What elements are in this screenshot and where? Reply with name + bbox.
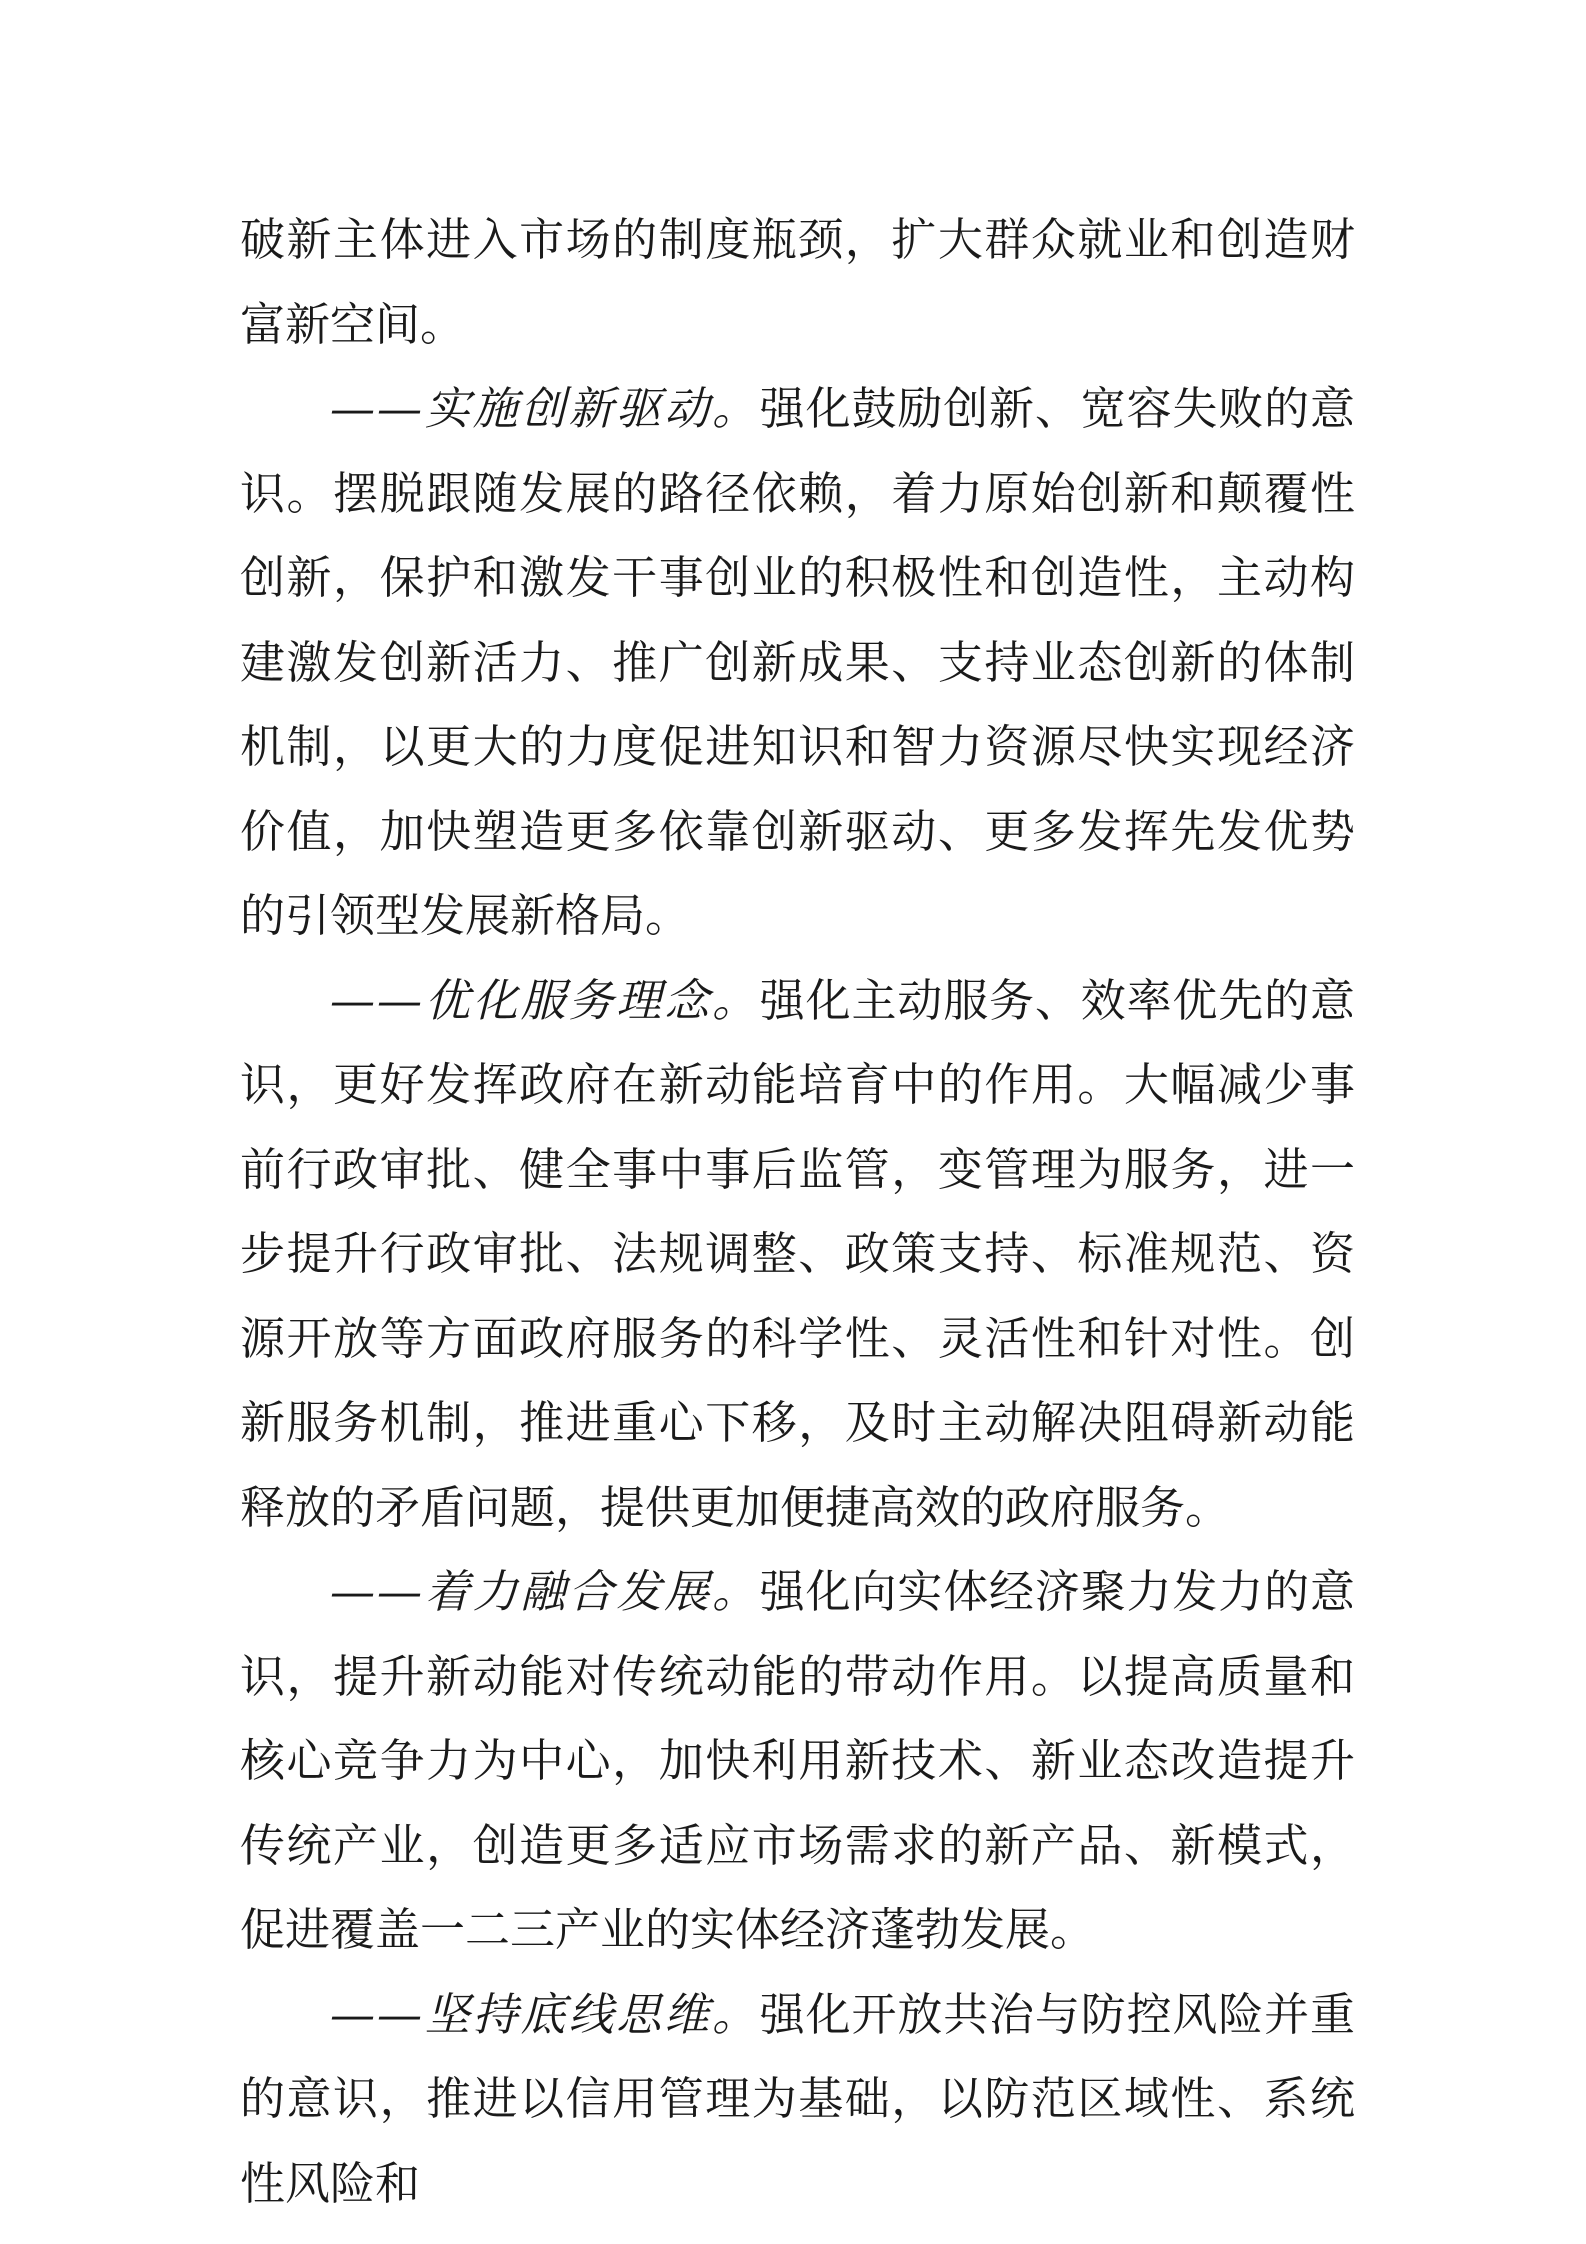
paragraph-lead-heading: ——着力融合发展。 — [330, 1565, 760, 1618]
paragraph-continuation — [240, 198, 1355, 367]
paragraph-body: 强化鼓励创新、宽容失败的意识。摆脱跟随发展的路径依赖，着力原始创新和颠覆性创新，保护和激发干事创业的积极性和创造性，主动构建激发创新活力、推广创新成果、支持业态创新的体制机制，以更大的力度促进知识和智力资源尽快实现经济价值，加快塑造更多依靠创新驱动、更多发挥先发优势的引领型发展新格局。 — [240, 382, 1355, 942]
paragraph-innovation-drive — [240, 367, 1355, 959]
document-page — [240, 198, 1355, 2226]
paragraph-bottom-line-thinking — [240, 1973, 1355, 2227]
paragraph-lead-heading: ——实施创新驱动。 — [330, 382, 760, 435]
paragraph-service-concept — [240, 959, 1355, 1551]
paragraph-lead-heading: ——优化服务理念。 — [330, 973, 760, 1027]
paragraph-body: 破新主体进入市场的制度瓶颈，扩大群众就业和创造财富新空间。 — [240, 213, 1355, 351]
paragraph-body: 强化向实体经济聚力发力的意识，提升新动能对传统动能的带动作用。以提高质量和核心竞争力为中心，加快利用新技术、新业态改造提升传统产业，创造更多适应市场需求的新产品、新模式，促进覆盖一二三产业的实体经济蓬勃发展。 — [240, 1565, 1355, 1956]
paragraph-body: 强化主动服务、效率优先的意识，更好发挥政府在新动能培育中的作用。大幅减少事前行政审批、健全事中事后监管，变管理为服务，进一步提升行政审批、法规调整、政策支持、标准规范、资源开放等方面政府服务的科学性、灵活性和针对性。创新服务机制，推进重心下移，及时主动解决阻碍新动能释放的矛盾问题，提供更加便捷高效的政府服务。 — [240, 973, 1355, 1534]
paragraph-integrated-development — [240, 1550, 1355, 1973]
paragraph-lead-heading: ——坚持底线思维。 — [330, 1987, 760, 2041]
paragraph-body: 强化开放共治与防控风险并重的意识，推进以信用管理为基础，以防范区域性、系统性风险和 — [240, 1987, 1355, 2210]
